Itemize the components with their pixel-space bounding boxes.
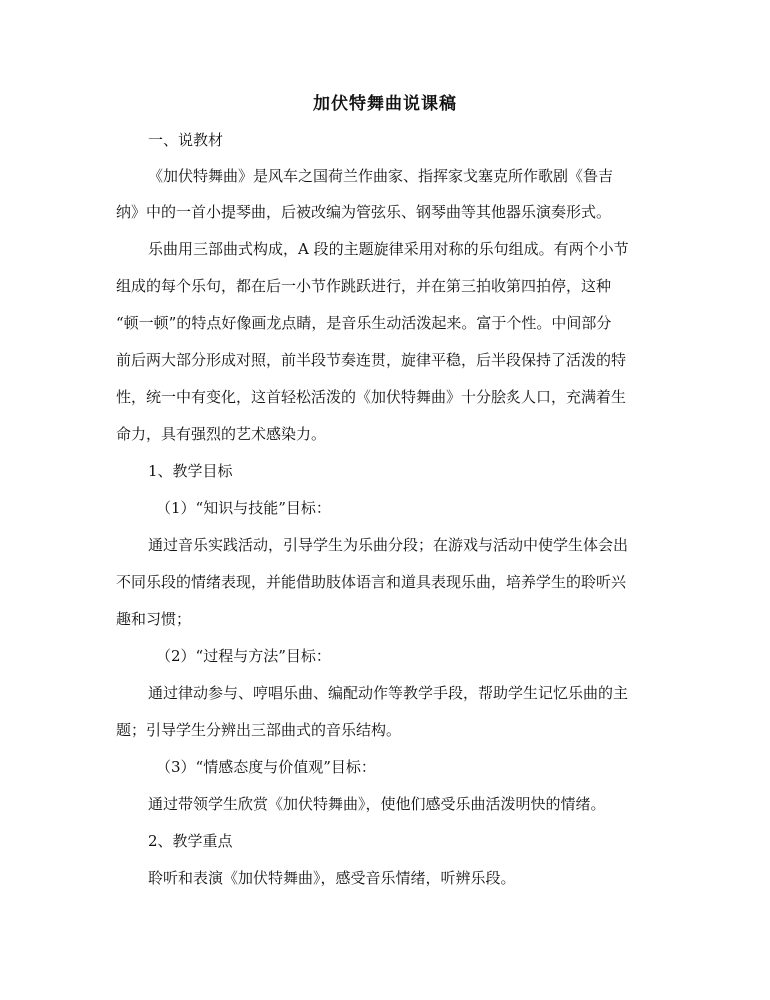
document-title: 加伏特舞曲说课稿 <box>313 94 457 114</box>
paragraph-line: 不同乐段的情绪表现，并能借助肢体语言和道具表现乐曲，培养学生的聆听兴 <box>116 573 627 591</box>
paragraph-line: 组成的每个乐句，都在后一小节作跳跃进行，并在第三拍收第四拍停，这种 <box>116 277 612 295</box>
paragraph-line: 通过带领学生欣赏《加伏特舞曲》，使他们感受乐曲活泼明快的情绪。 <box>148 795 606 813</box>
paragraph-line: 《加伏特舞曲》是风车之国荷兰作曲家、指挥家戈塞克所作歌剧《鲁吉 <box>148 167 614 185</box>
subsection-heading: （1）“知识与技能”目标： <box>156 499 331 517</box>
paragraph-line: 聆听和表演《加伏特舞曲》，感受音乐情绪，听辨乐段。 <box>148 869 516 887</box>
section-heading: 2、教学重点 <box>148 832 233 850</box>
section-heading: 1、教学目标 <box>148 462 233 480</box>
paragraph-line: 前后两大部分形成对照，前半段节奏连贯，旋律平稳，后半段保持了活泼的特 <box>116 351 627 369</box>
paragraph-line: 性，统一中有变化，这首轻松活泼的《加伏特舞曲》十分脍炙人口，充满着生 <box>116 388 627 406</box>
paragraph-line: 纳》中的一首小提琴曲，后被改编为管弦乐、钢琴曲等其他器乐演奏形式。 <box>116 203 612 221</box>
paragraph-line: 乐曲用三部曲式构成，A 段的主题旋律采用对称的乐句组成。有两个小节 <box>148 240 629 258</box>
paragraph-line: 题；引导学生分辨出三部曲式的音乐结构。 <box>116 721 402 739</box>
paragraph-line: 趣和习惯； <box>116 610 192 628</box>
section-heading: 一、说教材 <box>148 131 224 149</box>
subsection-heading: （3）“情感态度与价值观”目标： <box>156 758 376 776</box>
paragraph-line: 通过律动参与、哼唱乐曲、编配动作等教学手段，帮助学生记忆乐曲的主 <box>148 684 629 702</box>
paragraph-line: “顿一顿”的特点好像画龙点睛，是音乐生动活泼起来。富于个性。中间部分 <box>116 314 612 332</box>
subsection-heading: （2）“过程与方法”目标： <box>156 647 331 665</box>
paragraph-line: 通过音乐实践活动，引导学生为乐曲分段；在游戏与活动中使学生体会出 <box>148 536 629 554</box>
paragraph-line: 命力，具有强烈的艺术感染力。 <box>116 425 327 443</box>
